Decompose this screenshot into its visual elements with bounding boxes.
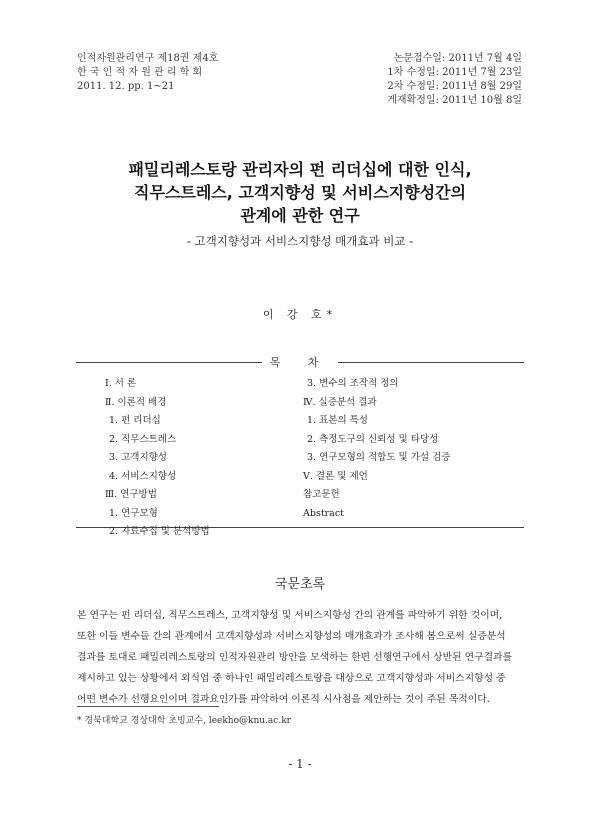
toc-item: 3. 변수의 조작적 정의 — [307, 378, 399, 389]
revision2-date: 2차 수정일: 2011년 8월 29일 — [387, 81, 522, 92]
toc-item: 4. 서비스지향성 — [109, 470, 177, 482]
abstract-line: 결과를 토대로 패밀리레스토랑의 인적자원관리 방안을 모색하는 한편 선행연구에서 상반된 연구결과를 — [77, 652, 512, 663]
revision1-date: 1차 수정일: 2011년 7월 23일 — [387, 67, 522, 78]
toc-item: 2. 직무스트레스 — [109, 433, 177, 445]
abstract-line: 또한 이들 변수들 간의 관계에서 고객지향성과 서비스지향성의 매개효과가 조사해 봄으로써 실증분석 — [77, 631, 506, 642]
toc-item: 참고문헌 — [303, 489, 340, 500]
toc-item: 1. 펀 리더십 — [109, 415, 161, 426]
toc-left-column — [105, 375, 210, 542]
title-line: 직무스트레스, 고객지향성 및 서비스지향성간의 — [134, 183, 466, 202]
toc-item: Ⅳ. 실증분석 결과 — [303, 396, 377, 408]
received-date: 논문접수일: 2011년 7월 4일 — [393, 53, 522, 64]
toc-title — [76, 354, 524, 370]
accepted-date: 게재확정일: 2011년 10월 8일 — [387, 95, 522, 106]
submission-dates — [387, 52, 522, 108]
abstract-heading: 국문초록 — [274, 577, 326, 592]
title-line: 패밀리레스토랑 관리자의 펀 리더십에 대한 인식, — [128, 160, 472, 179]
author-name: 이 강 호* — [262, 308, 338, 321]
toc-item: 1. 연구모형 — [109, 507, 158, 519]
issue-pages: 2011. 12. pp. 1~21 — [77, 81, 175, 92]
abstract-line: 어떤 변수가 선행요인이며 결과요인가를 파악하여 이론적 시사점을 제안하는 것이 주된 목적이다. — [77, 694, 490, 705]
journal-info — [77, 52, 218, 94]
title-line: 관계에 관한 연구 — [240, 206, 360, 225]
toc-title-text: 목 차 — [262, 356, 339, 369]
toc-item: Ⅰ. 서 론 — [105, 378, 137, 389]
toc-item: Abstract — [303, 507, 344, 519]
table-of-contents — [76, 356, 524, 537]
toc-item: Ⅴ. 결론 및 제언 — [303, 470, 368, 482]
toc-right-column — [303, 375, 450, 523]
toc-item: Ⅱ. 이론적 배경 — [105, 396, 167, 408]
abstract-body — [77, 605, 523, 710]
page-number: - 1 - — [288, 757, 312, 771]
abstract-line: 본 연구는 펀 리더십, 직무스트레스, 고객지향성 및 서비스지향성 간의 관계를 파악하기 위한 것이며, — [77, 610, 503, 621]
toc-item: 2. 자료수집 및 분석방법 — [109, 526, 210, 537]
footnote-divider — [77, 706, 219, 707]
toc-item: Ⅲ. 연구방법 — [105, 489, 157, 500]
journal-name: 인적자원관리연구 제18권 제4호 — [77, 53, 219, 64]
paper-subtitle: - 고객지향성과 서비스지향성 매개효과 비교 - — [186, 234, 414, 248]
toc-item: 3. 고객지향성 — [109, 452, 167, 463]
society-name: 한 국 인 적 자 원 관 리 학 회 — [77, 67, 203, 78]
toc-item: 1. 표본의 특성 — [307, 415, 368, 426]
toc-item: 3. 연구모형의 적합도 및 가설 검증 — [307, 452, 451, 463]
toc-item: 2. 측정도구의 신뢰성 및 타당성 — [307, 433, 439, 445]
abstract-line: 제시하고 있는 상황에서 외식업 중 하나인 패밀리레스토랑을 대상으로 고객지향성과 서비스지향성 중 — [77, 673, 506, 684]
paper-title — [0, 158, 600, 227]
author-footnote: * 경북대학교 경상대학 초빙교수, leekho@knu.ac.kr — [77, 716, 291, 726]
